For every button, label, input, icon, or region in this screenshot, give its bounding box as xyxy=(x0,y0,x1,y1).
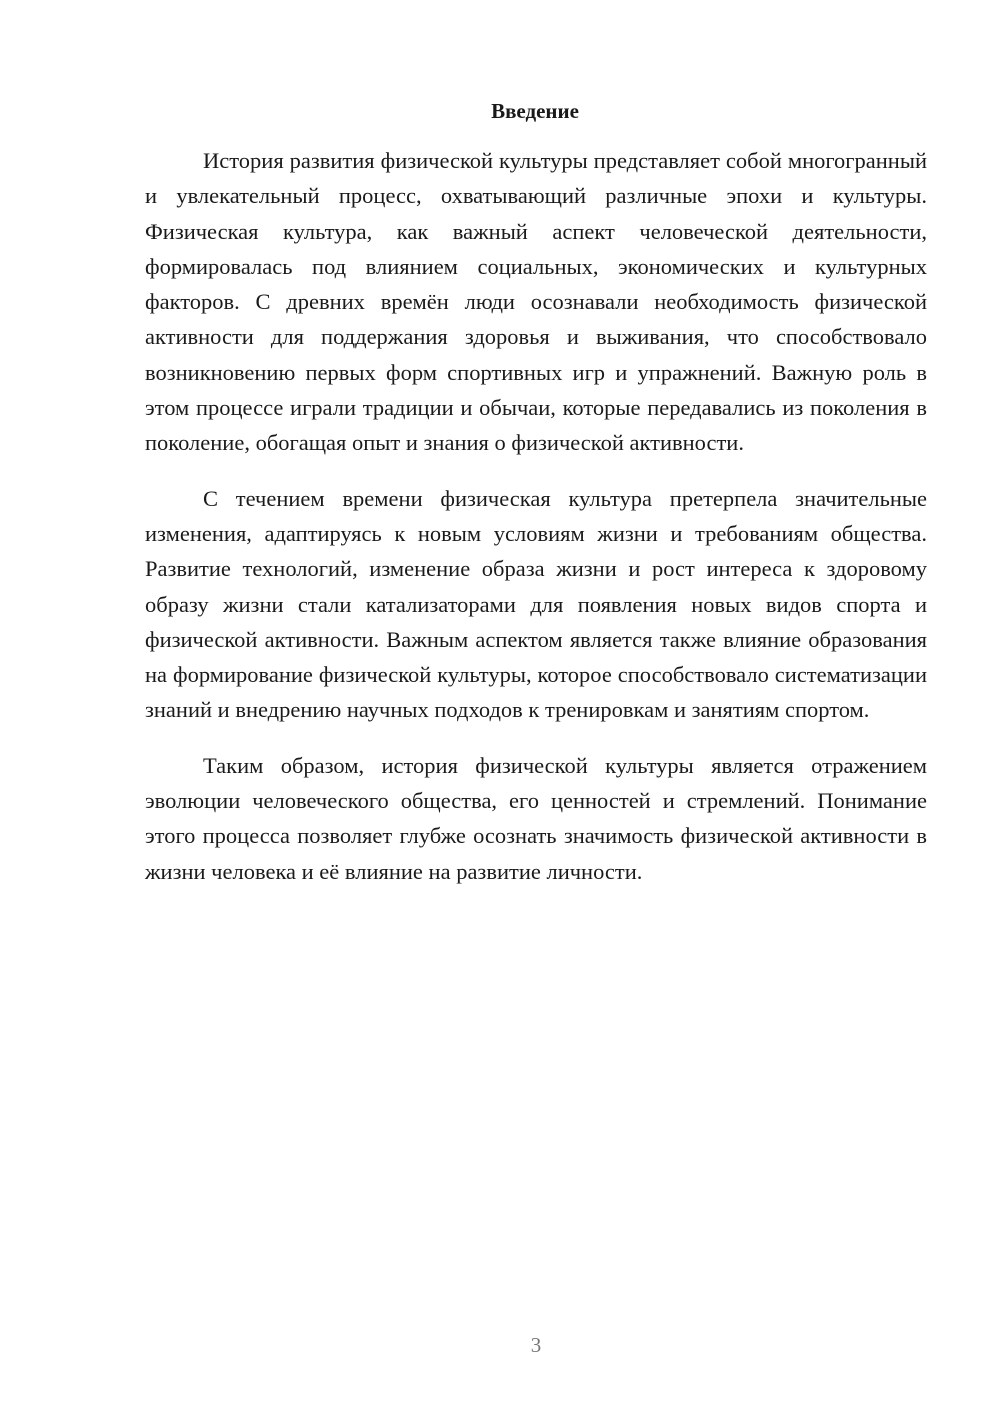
section-heading: Введение xyxy=(491,99,579,123)
paragraph-3: Таким образом, история физической культуры является отражением эволюции человеческого общества, его ценностей и стремлений. Понимание этого процесса позволяет глубже осознать значимость физической активности в жизни человека и её влияние на развитие личности. xyxy=(145,752,927,884)
body-text xyxy=(145,143,927,909)
paragraph-1: История развития физической культуры представляет собой многогранный и увлекательный процесс, охватывающий различные эпохи и культуры. Физическая культура, как важный аспект человеческой деятельности, формировалась под влиянием социальных, экономических и культурных факторов. С древних времён люди осознавали необходимость физической активности для поддержания здоровья и выживания, что способствовало возникновению первых форм спортивных игр и упражнений. Важную роль в этом процессе играли традиции и обычаи, которые передавались из поколения в поколение, обогащая опыт и знания о физической активности. xyxy=(145,148,927,456)
paragraph-2: С течением времени физическая культура претерпела значительные изменения, адаптируясь к новым условиям жизни и требованиям общества. Развитие технологий, изменение образа жизни и рост интереса к здоровому образу жизни стали катализаторами для появления новых видов спорта и физической активности. Важным аспектом является также влияние образования на формирование физической культуры, которое способствовало систематизации знаний и внедрению научных подходов к тренировкам и занятиям спортом. xyxy=(145,485,927,723)
page-number: 3 xyxy=(530,1333,542,1357)
